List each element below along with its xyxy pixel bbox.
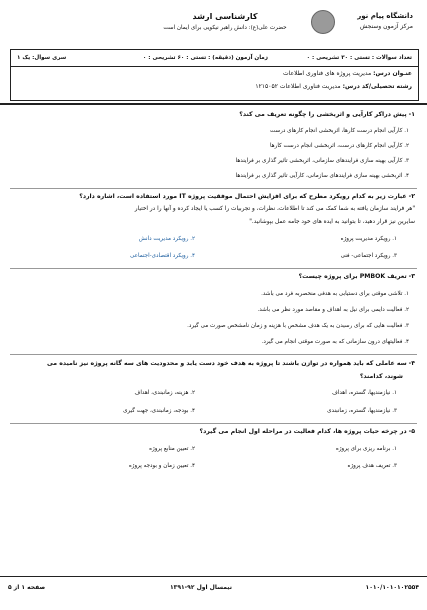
exam-info-box xyxy=(10,49,419,101)
option[interactable]: ۴. بودجه، زمانبندی، جهت گیری xyxy=(123,408,195,414)
option[interactable]: ۴. اثربخشی بهینه سازی فرایندهای سازمانی، کارآیی تاثیر گذاری بر فرایندها xyxy=(235,173,409,179)
emblem-icon xyxy=(311,10,335,34)
exam-info-row xyxy=(11,50,418,67)
option[interactable]: ۱. رویکرد مدیریت پروژه xyxy=(340,236,397,242)
option[interactable]: ۲. هزینه، زمانبندی، اهداف xyxy=(134,390,195,396)
page-number: صفحه ۱ از ۵ xyxy=(8,584,46,591)
question-divider xyxy=(10,268,417,269)
question-count: تعداد سوالات : تستی : ۳۰ تشریحی : ۰ xyxy=(306,55,412,61)
series-label: سری سوال: یک ۱ xyxy=(17,55,67,61)
question-number: ۳- xyxy=(408,273,415,280)
degree-title: کارشناسی ارشد xyxy=(192,12,258,21)
option[interactable]: ۳. فعالیت هایی که برای رسیدن به یک هدف مشخص با هزینه و زمان نامشخص صورت می گیرد. xyxy=(187,323,409,329)
option[interactable]: ۲. تعیین منابع پروژه xyxy=(149,446,195,452)
option[interactable]: ۲. رویکرد مدیریت دانش xyxy=(138,236,195,242)
option[interactable]: ۴. رویکرد اقتصادی-اجتماعی xyxy=(130,253,195,259)
header-separator xyxy=(0,103,427,105)
question-text: تعریف PMBOK برای پروژه چیست؟ xyxy=(298,273,407,280)
question-2 xyxy=(79,193,415,200)
question-text: عبارت زیر به کدام رویکرد مطرح که برای افزایش احتمال موفقیت پروژه IT مورد استفاده است، اشاره دارد؟ xyxy=(79,193,407,200)
question-1 xyxy=(239,111,415,118)
option[interactable]: ۴. فعالیتهای درون سازمانی که به صورت موقتی انجام می گیرد. xyxy=(261,339,409,345)
option[interactable]: ۱. تلاشی موقتی برای دستیابی به هدفی منحصربه فرد می باشد. xyxy=(261,291,409,297)
option[interactable]: ۱. برنامه ریزی برای پروژه xyxy=(335,446,397,452)
option[interactable]: ۲. کارآیی انجام کارهای درست، اثربخشی انجام درست کارها xyxy=(269,143,409,149)
option[interactable]: ۳. کارآیی بهینه سازی فرایندهای سازمانی، اثربخشی تاثیر گذاری بر فرایندها xyxy=(235,158,409,164)
question-4 xyxy=(47,360,415,367)
question-5 xyxy=(200,428,415,435)
exam-code: ۱۰۱۰/۱۰۱۰۱۰۲۵۵۴ xyxy=(365,584,419,591)
field-line xyxy=(255,83,412,90)
question-text: در چرخه حیات پروژه ها، کدام فعالیت در مراحله اول انجام می گیرد؟ xyxy=(199,428,407,435)
question-text: پیش دراکر کارآیی و اثربخشی را چگونه تعریف می کند؟ xyxy=(239,111,407,118)
university-name: دانشگاه پیام نور xyxy=(357,12,413,20)
option[interactable]: ۳. تعریف هدف پروژه xyxy=(347,463,397,469)
option[interactable]: ۳. رویکرد اجتماعی- فنی xyxy=(340,253,397,259)
question-text-continued: شوند، کدامند؟ xyxy=(359,373,403,380)
option[interactable]: ۲. فعالیت دایمی برای نیل به اهداف و مقاصد مورد نظر می باشد. xyxy=(257,307,409,313)
question-number: ۲- xyxy=(408,193,415,200)
course-title: مدیریت پروژه های فناوری اطلاعات xyxy=(283,70,372,77)
page-footer xyxy=(0,576,427,599)
field-title: مدیریت فناوری اطلاعات ۱۲۱۵۰۵۲ xyxy=(255,83,341,90)
question-divider xyxy=(10,188,417,189)
option[interactable]: ۳. نیازمندیها، گستره، زمانبندی xyxy=(327,408,397,414)
header-title-block xyxy=(150,12,300,31)
hadith-text: حضرت علی(ع): دانش راهبر نیکویی برای ایمان است xyxy=(163,25,287,31)
option[interactable]: ۴. تعیین زمان و بودجه پروژه xyxy=(128,463,195,469)
option[interactable]: ۱. کارآیی انجام درست کارها، اثربخشی انجام کارهای درست xyxy=(269,128,409,134)
question-divider xyxy=(10,354,417,355)
question-number: ۴- xyxy=(408,360,415,367)
question-3 xyxy=(299,273,415,280)
exam-time: زمان آزمون (دقیقه) : تستی : ۶۰ تشریحی : ۰ xyxy=(142,55,268,61)
university-logo xyxy=(293,8,413,42)
question-text: سه عاملی که باید همواره در توازن باشند تا پروژه به هدف خود دست یابد و محدودیت های سه گانه پروژه نیز نامیده می xyxy=(46,360,407,367)
question-number: ۱- xyxy=(408,111,415,118)
field-label: رشته تحصیلی/کد درس: xyxy=(342,83,412,90)
question-number: ۵- xyxy=(408,428,415,435)
term-label: نیمسال اول ۹۲-۱۳۹۱ xyxy=(170,584,232,591)
course-label: عنـوان درس: xyxy=(373,70,412,77)
question-quote-line-1: "هر فرایند سازمان یافته به شما کمک می کند تا اطلاعات، نظرات، و تجربیات را کسب یا ایجاد کرده و آنها را در اختیار xyxy=(134,206,415,212)
course-line xyxy=(283,70,412,77)
exam-header xyxy=(10,8,417,48)
question-divider xyxy=(10,423,417,424)
option[interactable]: ۱. نیازمندیها، گستره، اهداف xyxy=(331,390,397,396)
center-name: مرکز آزمون وسنجش xyxy=(359,23,413,30)
question-quote-line-2: سایرین نیز قرار دهید، تا بتوانید به ایده های خود جامه عمل بپوشانید." xyxy=(249,219,415,225)
